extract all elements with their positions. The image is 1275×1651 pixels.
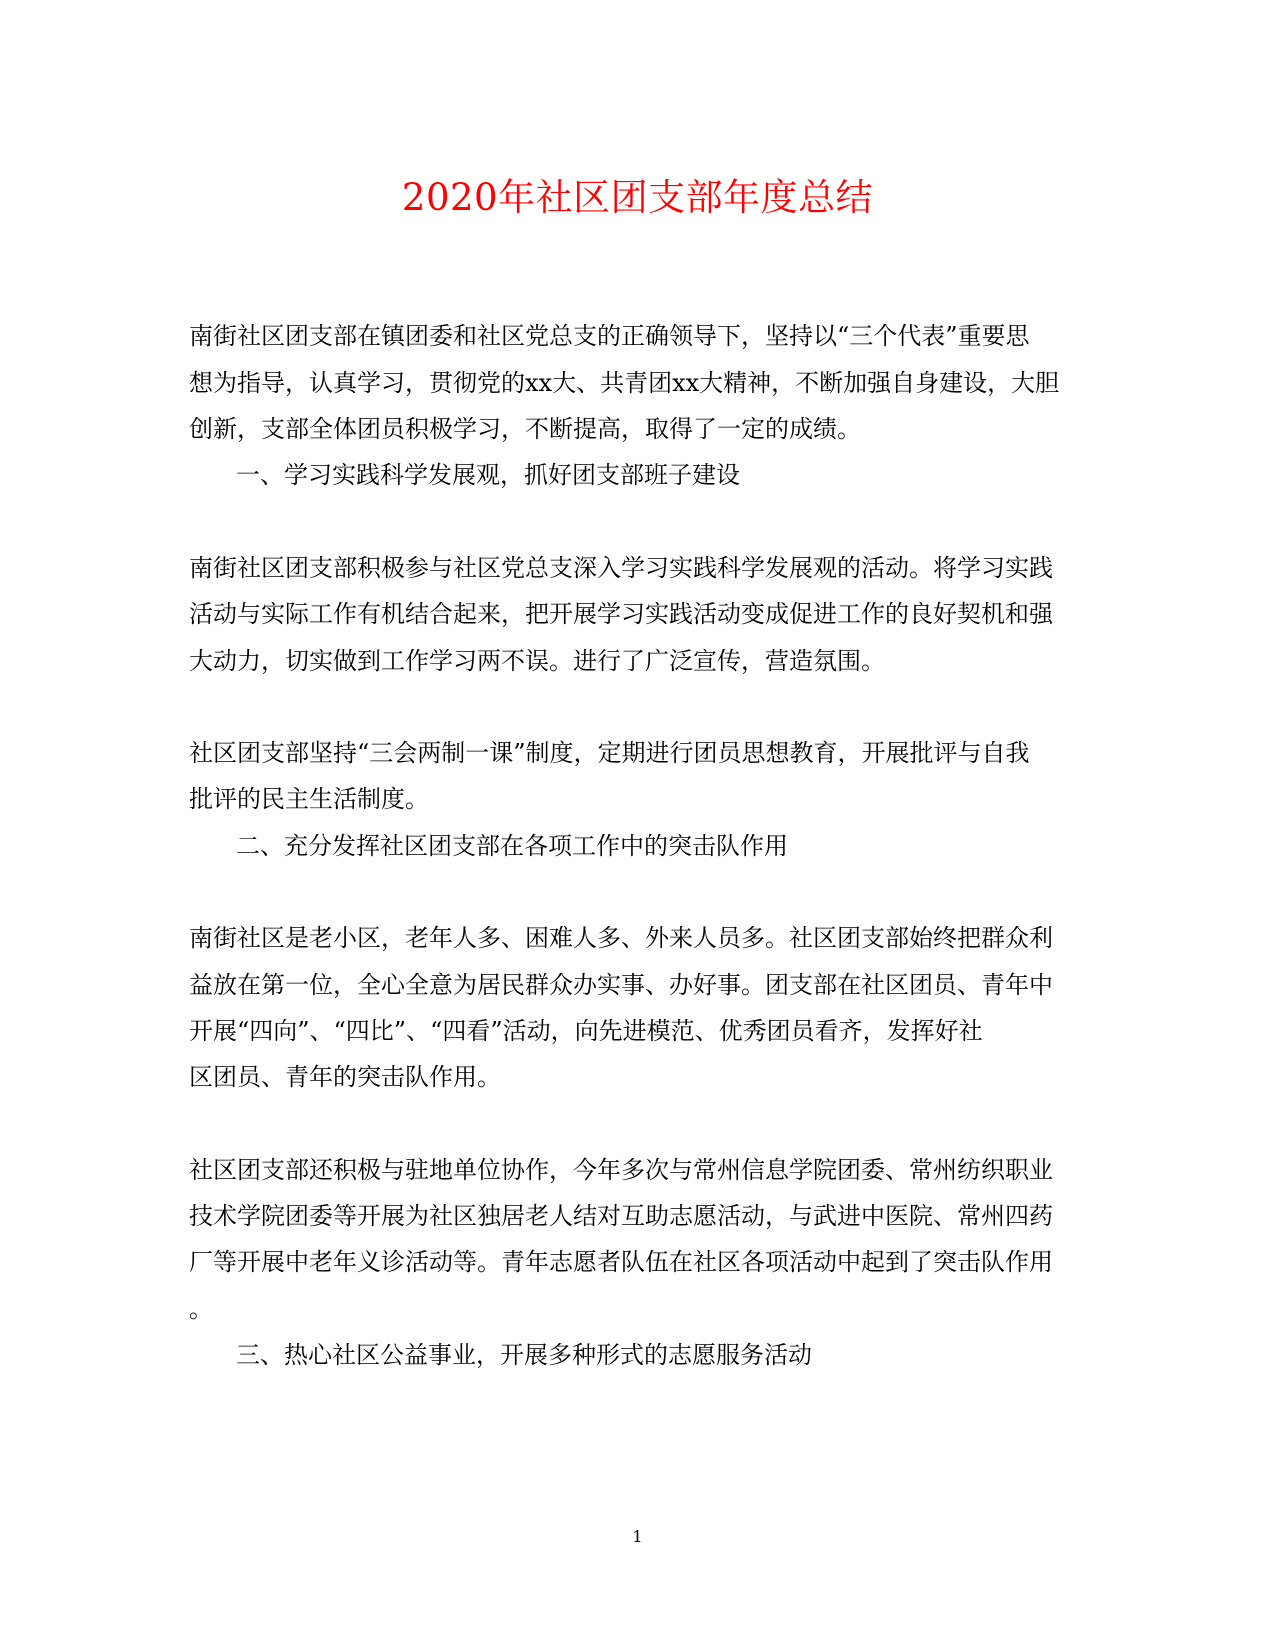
paragraph-line: 。 (189, 1295, 213, 1323)
paragraph-line: 想为指导，认真学习，贯彻党的xx大、共青团xx大精神，不断加强自身建设，大胆 (189, 369, 1060, 397)
paragraph-line: 开展“四向”、“四比”、“四看”活动，向先进模范、优秀团员看齐，发挥好社 (189, 1017, 983, 1045)
paragraph-line: 南街社区团支部在镇团委和社区党总支的正确领导下，坚持以“三个代表”重要思 (189, 322, 1030, 350)
section-heading-1: 一、学习实践科学发展观，抓好团支部班子建设 (236, 461, 740, 489)
paragraph-line: 社区团支部坚持“三会两制一课”制度，定期进行团员思想教育，开展批评与自我 (189, 739, 1030, 767)
paragraph-line: 社区团支部还积极与驻地单位协作，今年多次与常州信息学院团委、常州纺织职业 (189, 1156, 1053, 1184)
section-heading-3: 三、热心社区公益事业，开展多种形式的志愿服务活动 (236, 1341, 812, 1369)
page-number: 1 (632, 1527, 643, 1546)
paragraph-line: 批评的民主生活制度。 (189, 785, 429, 813)
paragraph-line: 创新，支部全体团员积极学习，不断提高，取得了一定的成绩。 (189, 415, 861, 443)
paragraph-line: 益放在第一位，全心全意为居民群众办实事、办好事。团支部在社区团员、青年中 (189, 971, 1053, 999)
section-heading-2: 二、充分发挥社区团支部在各项工作中的突击队作用 (236, 832, 788, 860)
paragraph-line: 技术学院团委等开展为社区独居老人结对互助志愿活动，与武进中医院、常州四药 (189, 1202, 1053, 1230)
paragraph-line: 活动与实际工作有机结合起来，把开展学习实践活动变成促进工作的良好契机和强 (189, 600, 1053, 628)
paragraph-line: 区团员、青年的突击队作用。 (189, 1063, 501, 1091)
paragraph-line: 厂等开展中老年义诊活动等。青年志愿者队伍在社区各项活动中起到了突击队作用 (189, 1248, 1053, 1276)
paragraph-line: 南街社区是老小区，老年人多、困难人多、外来人员多。社区团支部始终把群众利 (189, 924, 1053, 952)
document-title: 2020年社区团支部年度总结 (401, 176, 874, 219)
paragraph-line: 大动力，切实做到工作学习两不误。进行了广泛宣传，营造氛围。 (189, 647, 885, 675)
paragraph-line: 南街社区团支部积极参与社区党总支深入学习实践科学发展观的活动。将学习实践 (189, 554, 1053, 582)
